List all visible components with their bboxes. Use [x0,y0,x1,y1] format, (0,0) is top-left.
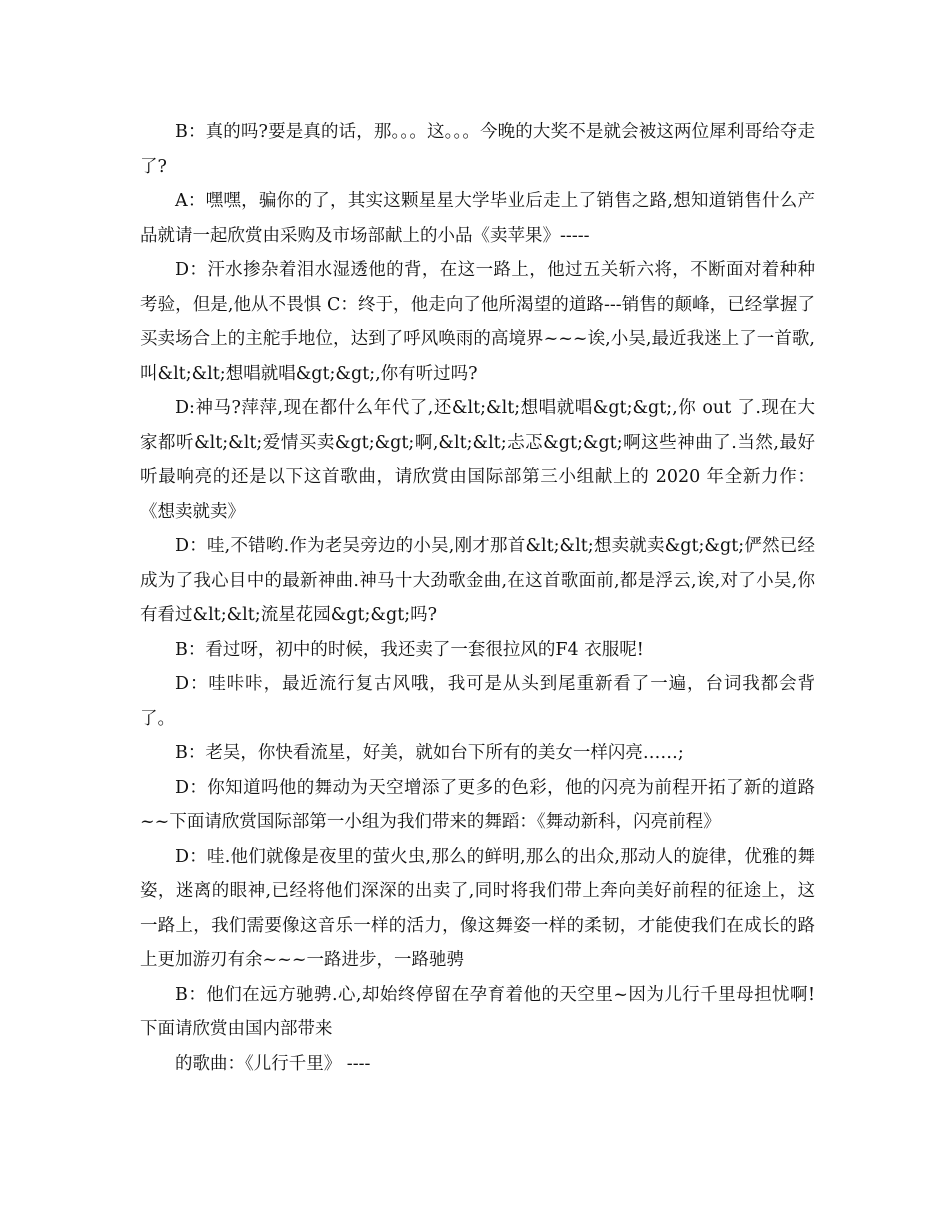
paragraph: B：老吴，你快看流星，好美，就如台下所有的美女一样闪亮……; [175,743,684,763]
paragraph: D：哇咔咔，最近流行复古风哦，我可是从头到尾重新看了一遍，台词我都会背了。 [140,674,815,729]
paragraph: D：汗水掺杂着泪水湿透他的背，在这一路上，他过五关斩六将，不断面对着种种考验，但是,他从不畏惧 C：终于，他走向了他所渴望的道路---销售的颠峰，已经掌握了买卖场合上的主舵手地位，达到了呼风唤雨的高境界~~~诶,小吴,最近我迷上了一首歌,叫&lt;&lt;想唱就唱&gt;&gt;,你有听过吗? [140,260,815,384]
paragraph: D：你知道吗他的舞动为天空增添了更多的色彩，他的闪亮为前程开拓了新的道路~~下面请欣赏国际部第一小组为我们带来的舞蹈：《舞动新科，闪亮前程》 [140,777,815,832]
paragraph: D：哇,不错哟.作为老吴旁边的小吴,刚才那首&lt;&lt;想卖就卖&gt;&gt;俨然已经成为了我心目中的最新神曲.神马十大劲歌金曲,在这首歌面前,都是浮云,诶,对了小吴,你有看过&lt;&lt;流星花园&gt;&gt;吗? [140,536,815,625]
paragraph: D：哇.他们就像是夜里的萤火虫,那么的鲜明,那么的出众,那动人的旋律，优雅的舞姿，迷离的眼神,已经将他们深深的出卖了,同时将我们带上奔向美好前程的征途上，这一路上，我们需要像这音乐一样的活力，像这舞姿一样的柔韧，才能使我们在成长的路上更加游刃有余~~~一路进步，一路驰骋 [140,846,815,970]
paragraph: D:神马?萍萍,现在都什么年代了,还&lt;&lt;想唱就唱&gt;&gt;,你 out 了.现在大家都听&lt;&lt;爱情买卖&gt;&gt;啊,&lt;&lt;忐忑&gt;&gt;啊这些神曲了.当然,最好听最响亮的还是以下这首歌曲，请欣赏由国际部第三小组献上的 2020 年全新力作：《想卖就卖》 [140,398,815,522]
paragraph: A：嘿嘿，骗你的了，其实这颗星星大学毕业后走上了销售之路,想知道销售什么产品就请一起欣赏由采购及市场部献上的小品《卖苹果》----- [140,191,815,246]
paragraph: B：看过呀，初中的时候，我还卖了一套很拉风的F4 衣服呢! [175,639,644,660]
paragraph: B：真的吗?要是真的话，那。。。这。。。今晚的大奖不是就会被这两位犀利哥给夺走了? [140,122,815,177]
paragraph: B：他们在远方驰骋.心,却始终停留在孕育着他的天空里~因为儿行千里母担忧啊!下面请欣赏由国内部带来 [140,984,815,1039]
paragraph: 的歌曲：《儿行千里》 ---- [175,1053,371,1074]
document-body [140,115,815,1081]
